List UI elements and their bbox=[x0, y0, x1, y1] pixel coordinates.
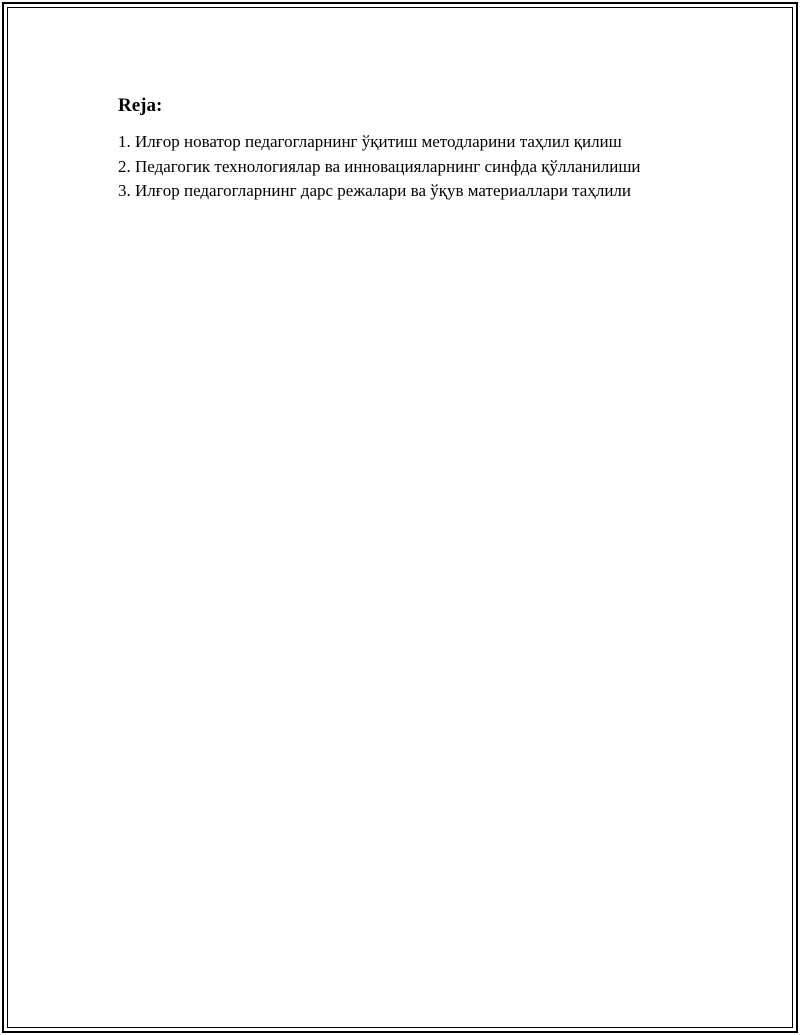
plan-item-3: 3. Илғор педагогларнинг дарс режалари ва ўқув материаллари таҳлили bbox=[118, 181, 632, 200]
document-content bbox=[118, 94, 718, 204]
plan-item-1: 1. Илғор новатор педагогларнинг ўқитиш методларини таҳлил қилиш bbox=[118, 132, 622, 151]
plan-item-2: 2. Педагогик технологиялар ва инновацияларнинг синфда қўлланилиши bbox=[118, 156, 641, 176]
plan-list bbox=[118, 130, 718, 204]
plan-heading: Reja: bbox=[118, 95, 163, 116]
